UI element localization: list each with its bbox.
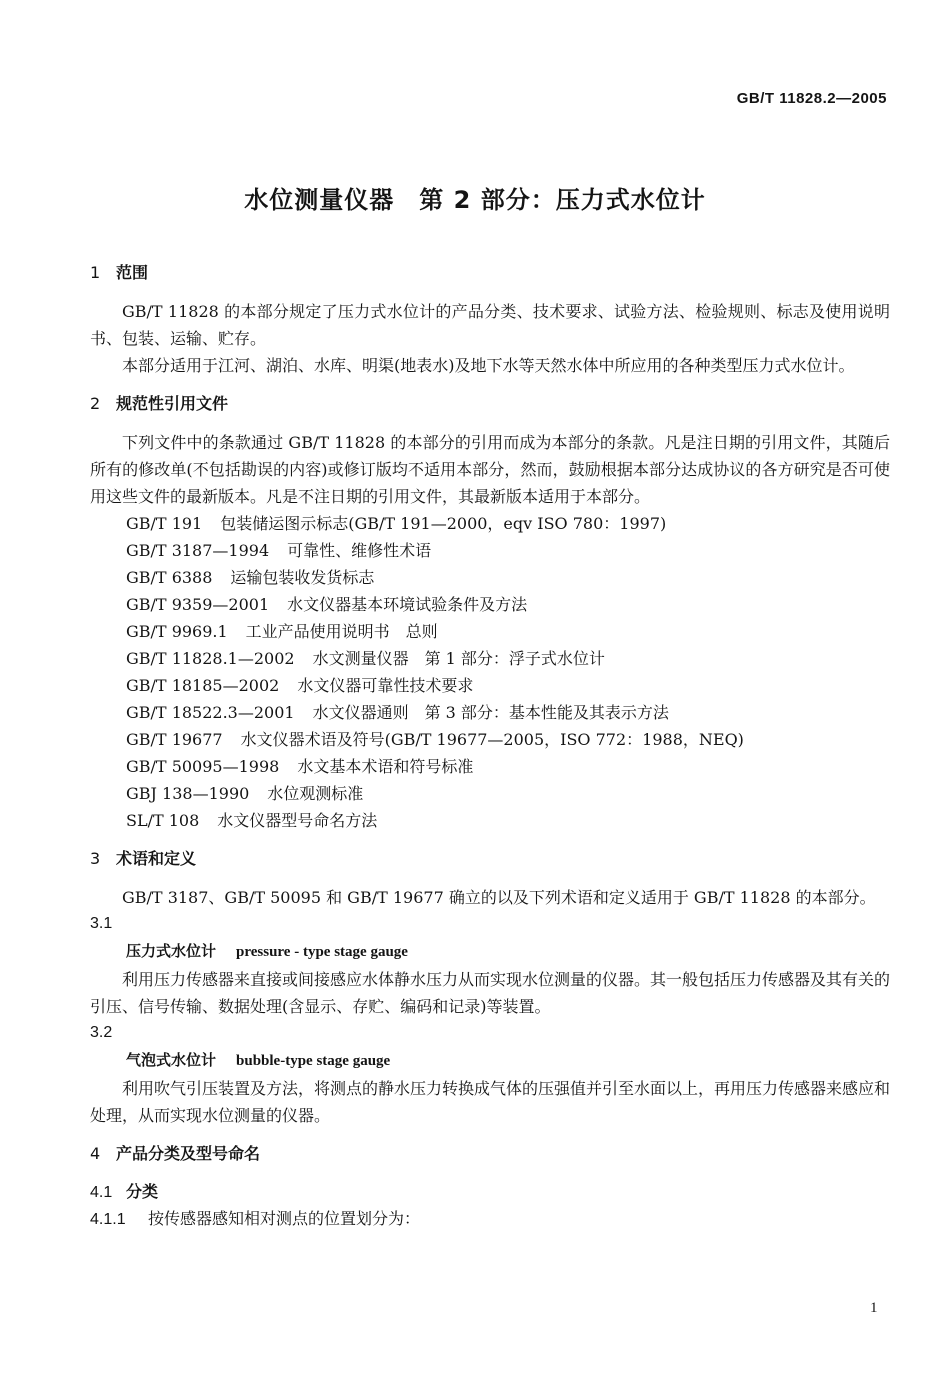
section-title: 术语和定义 [116, 849, 197, 868]
document-title: 水位测量仪器 第 2 部分：压力式水位计 [244, 186, 706, 214]
reference-item [126, 510, 890, 537]
section-1-heading [90, 262, 890, 284]
reference-code: GB/T 50095—1998 [126, 757, 280, 776]
reference-code: SL/T 108 [126, 811, 200, 830]
reference-item [126, 726, 890, 753]
paragraph: 下列文件中的条款通过 GB/T 11828 的本部分的引用而成为本部分的条款。凡是注日期的引用文件，其随后所有的修改单(不包括勘误的内容)或修订版均不适用本部分，然而，鼓励根据本部分达成协议的各方研究是否可使用这些文件的最新版本。凡是不注日期的引用文件，其最新版本适用于本部分。 [90, 433, 890, 506]
reference-item [126, 780, 890, 807]
section-number: 1 [90, 263, 101, 282]
clause-4-1-1 [90, 1206, 890, 1233]
reference-title: 工业产品使用说明书 总则 [245, 622, 438, 641]
paragraph: GB/T 11828 的本部分规定了压力式水位计的产品分类、技术要求、试验方法、检验规则、标志及使用说明书、包装、运输、贮存。 [90, 302, 890, 348]
term-heading [126, 1046, 890, 1075]
term-english: pressure - type stage gauge [236, 944, 408, 960]
section-number: 2 [90, 394, 101, 413]
reference-title: 水文仪器可靠性技术要求 [297, 676, 474, 695]
document-body [90, 262, 890, 1233]
section-title: 范围 [116, 263, 149, 282]
reference-title: 水位观测标准 [267, 784, 364, 803]
reference-item [126, 672, 890, 699]
reference-item [126, 618, 890, 645]
term-chinese: 气泡式水位计 [126, 1051, 217, 1069]
section-title: 产品分类及型号命名 [116, 1144, 261, 1163]
reference-code: GB/T 9359—2001 [126, 595, 270, 614]
reference-title: 水文测量仪器 第 1 部分：浮子式水位计 [312, 649, 605, 668]
reference-code: GB/T 9969.1 [126, 622, 228, 641]
term-definition: 利用吹气引压装置及方法，将测点的静水压力转换成气体的压强值并引至水面以上，再用压力传感器来感应和处理，从而实现水位测量的仪器。 [90, 1079, 891, 1125]
subsection-4-1-heading [90, 1179, 890, 1206]
page-number: 1 [870, 1300, 878, 1316]
subsection-number: 4.1 [90, 1184, 113, 1201]
section-number: 4 [90, 1144, 101, 1163]
reference-code: GBJ 138—1990 [126, 784, 250, 803]
reference-item [126, 699, 890, 726]
clause-text: 按传感器感知相对测点的位置划分为： [148, 1209, 421, 1228]
section-2-heading [90, 393, 890, 415]
term-definition: 利用压力传感器来直接或间接感应水体静水压力从而实现水位测量的仪器。其一般包括压力传感器及其有关的引压、信号传输、数据处理(含显示、存贮、编码和记录)等装置。 [90, 970, 891, 1016]
paragraph: GB/T 3187、GB/T 50095 和 GB/T 19677 确立的以及下列术语和定义适用于 GB/T 11828 的本部分。 [122, 888, 876, 907]
reference-title: 水文基本术语和符号标准 [297, 757, 474, 776]
section-number: 3 [90, 849, 101, 868]
reference-item [126, 537, 890, 564]
term-chinese: 压力式水位计 [126, 942, 217, 960]
term-heading [126, 937, 890, 966]
reference-title: 水文仪器通则 第 3 部分：基本性能及其表示方法 [312, 703, 669, 722]
reference-item [126, 591, 890, 618]
term-english: bubble-type stage gauge [236, 1053, 391, 1069]
reference-item [126, 753, 890, 780]
reference-title: 水文仪器基本环境试验条件及方法 [287, 595, 528, 614]
reference-title: 包装储运图示标志(GB/T 191—2000，eqv ISO 780：1997) [220, 514, 667, 533]
reference-title: 水文仪器术语及符号(GB/T 19677—2005，ISO 772：1988，NEQ) [240, 730, 744, 749]
reference-code: GB/T 18522.3—2001 [126, 703, 295, 722]
section-3-heading [90, 848, 890, 870]
reference-item [126, 645, 890, 672]
subsection-title: 分类 [126, 1182, 159, 1201]
paragraph: 本部分适用于江河、湖泊、水库、明渠(地表水)及地下水等天然水体中所应用的各种类型压力式水位计。 [122, 356, 855, 375]
reference-code: GB/T 11828.1—2002 [126, 649, 295, 668]
reference-code: GB/T 6388 [126, 568, 213, 587]
reference-list [90, 510, 890, 834]
reference-title: 可靠性、维修性术语 [287, 541, 432, 560]
reference-code: GB/T 191 [126, 514, 203, 533]
term-number: 3.2 [90, 1024, 113, 1041]
reference-title: 运输包装收发货标志 [230, 568, 375, 587]
section-title: 规范性引用文件 [116, 394, 229, 413]
reference-code: GB/T 18185—2002 [126, 676, 280, 695]
standard-number: GB/T 11828.2—2005 [736, 90, 887, 107]
reference-title: 水文仪器型号命名方法 [217, 811, 378, 830]
reference-item [126, 564, 890, 591]
clause-number: 4.1.1 [90, 1211, 126, 1228]
reference-code: GB/T 19677 [126, 730, 223, 749]
reference-code: GB/T 3187—1994 [126, 541, 270, 560]
reference-item [126, 807, 890, 834]
section-4-heading [90, 1143, 890, 1165]
term-number: 3.1 [90, 915, 113, 932]
